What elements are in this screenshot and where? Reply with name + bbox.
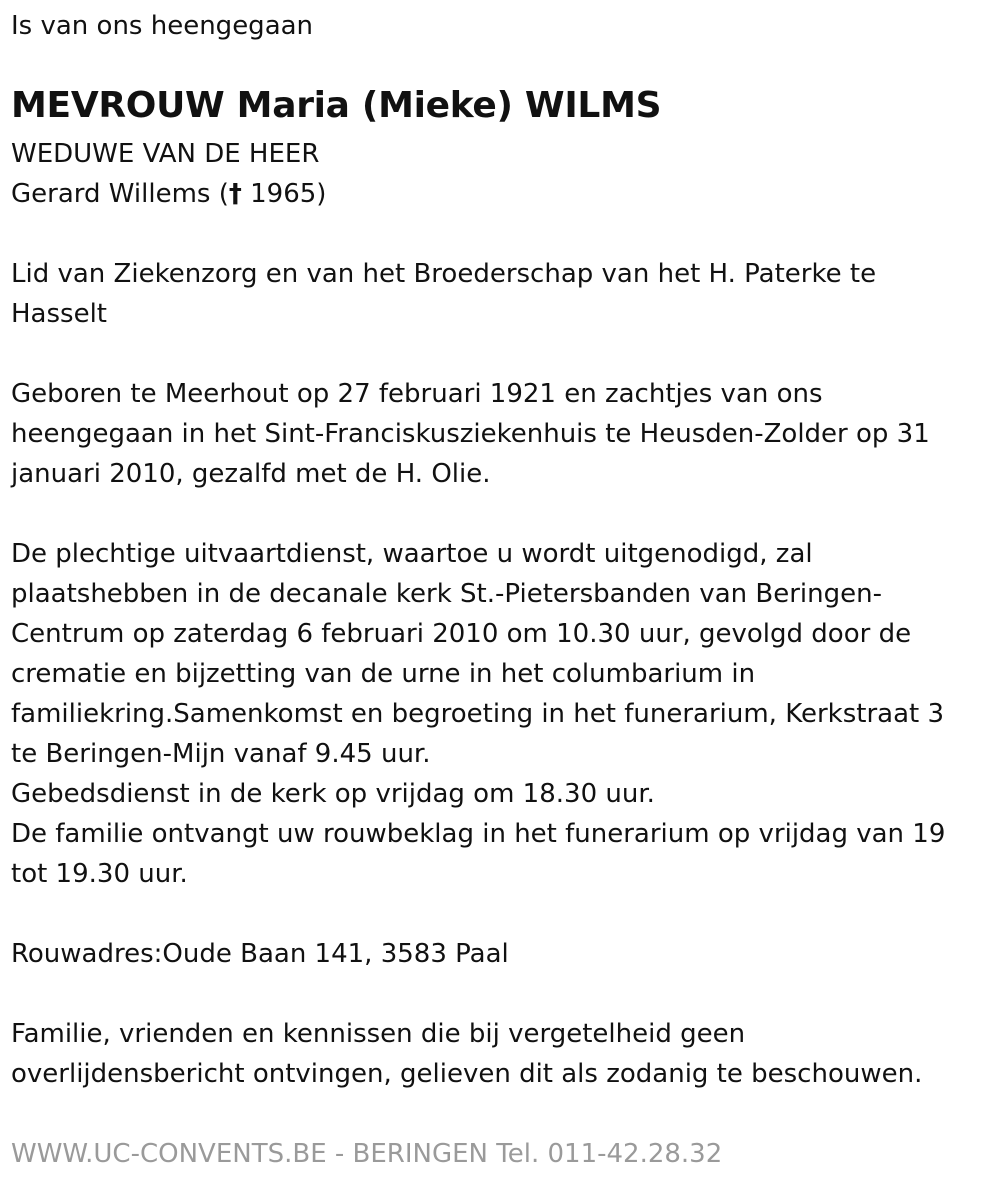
- spouse-death-year: 1965): [241, 179, 327, 209]
- footer-contact: WWW.UC-CONVENTS.BE - BERINGEN Tel. 011-42.28.32: [11, 1139, 723, 1169]
- cross-icon: †: [228, 179, 242, 209]
- paragraph-line: heengegaan in het Sint-Franciskusziekenhuis te Heusden-Zolder op 31: [11, 419, 930, 449]
- paragraph-line: Geboren te Meerhout op 27 februari 1921 en zachtjes van ons: [11, 379, 823, 409]
- paragraph-line: plaatshebben in de decanale kerk St.-Pietersbanden van Beringen-: [11, 579, 882, 609]
- spouse-name: Gerard Willems (: [11, 179, 229, 209]
- prayer-service-line: Gebedsdienst in de kerk op vrijdag om 18.30 uur.: [11, 779, 655, 809]
- paragraph-line: te Beringen-Mijn vanaf 9.45 uur.: [11, 739, 431, 769]
- spouse-block: [11, 134, 986, 214]
- service-paragraph: [11, 534, 986, 894]
- paragraph-line: Familie, vrienden en kennissen die bij vergetelheid geen: [11, 1019, 746, 1049]
- address-line: Rouwadres:Oude Baan 141, 3583 Paal: [11, 939, 509, 969]
- condolence-line: tot 19.30 uur.: [11, 859, 188, 889]
- spouse-line: [11, 174, 986, 214]
- paragraph-line: Centrum op zaterdag 6 februari 2010 om 10.30 uur, gevolgd door de: [11, 619, 912, 649]
- paragraph-line: Lid van Ziekenzorg en van het Broederschap van het H. Paterke te: [11, 259, 877, 289]
- condolence-line: De familie ontvangt uw rouwbeklag in het funerarium op vrijdag van 19: [11, 819, 946, 849]
- mourning-address: [11, 934, 986, 974]
- paragraph-line: De plechtige uitvaartdienst, waartoe u wordt uitgenodigd, zal: [11, 539, 813, 569]
- closing-paragraph: [11, 1014, 986, 1094]
- intro-text: Is van ons heengegaan: [11, 11, 314, 41]
- paragraph-line: crematie en bijzetting van de urne in het columbarium in: [11, 659, 756, 689]
- widow-title: WEDUWE VAN DE HEER: [11, 139, 320, 169]
- birth-death-paragraph: [11, 374, 986, 494]
- membership-paragraph: [11, 254, 986, 334]
- paragraph-line: overlijdensbericht ontvingen, gelieven dit als zodanig te beschouwen.: [11, 1059, 923, 1089]
- paragraph-line: Hasselt: [11, 299, 107, 329]
- paragraph-line: januari 2010, gezalfd met de H. Olie.: [11, 459, 491, 489]
- paragraph-line: familiekring.Samenkomst en begroeting in het funerarium, Kerkstraat 3: [11, 699, 945, 729]
- deceased-name: MEVROUW Maria (Mieke) WILMS: [11, 85, 662, 126]
